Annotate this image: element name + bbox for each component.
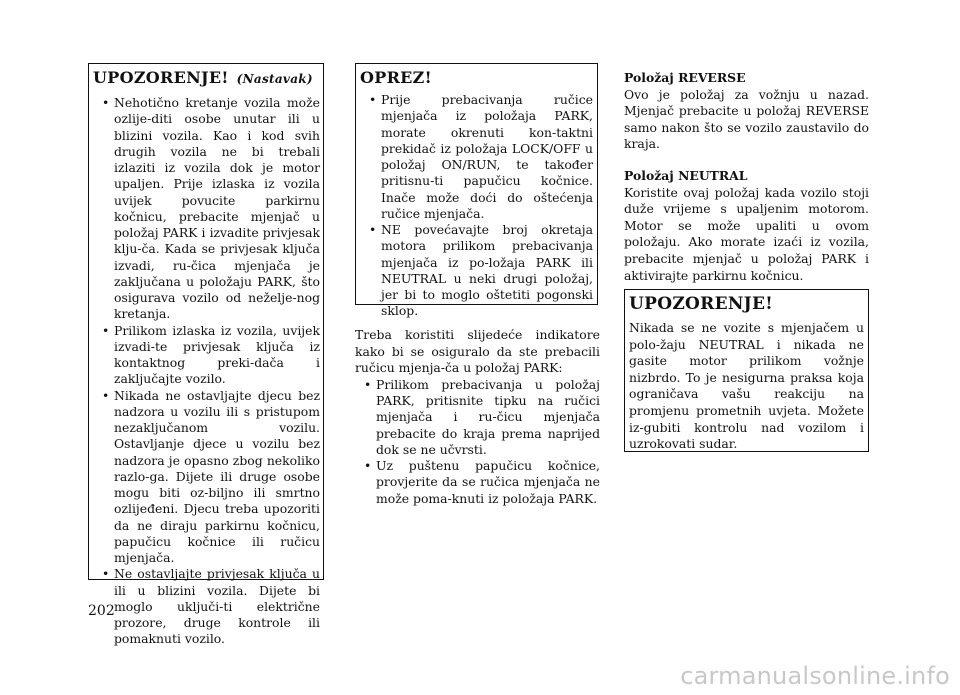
neutral-text: Koristite ovaj položaj kada vozilo stoji duže vrijeme s upaljenim motorom. Motor se može upaliti u ovom položaju. Ako morate izaći iz vozila, prebacite mjenjač u položaj PARK i aktivirajte parkirnu kočnicu.: [624, 184, 869, 283]
list-item: [360, 92, 593, 222]
reverse-heading: Položaj REVERSE: [624, 70, 746, 85]
list-item: [93, 566, 320, 647]
list-item-text: Nehotično kretanje vozila može ozlije-diti osobe unutar ili u blizini vozila. Kao i kod svih drugih vozila ne bi trebali izlaziti iz vozila dok je motor upaljen. Prije izlaska iz vozila uvijek povucite parkirnu kočnicu, prebacite mjenjač u položaj PARK i izvadite privjesak klju-ča. Kada se privjesak ključa izvadi, ru-čica mjenjača je zaključana u položaju PARK, što osigurava vozilo od neželje-nog kretanja.: [114, 95, 320, 322]
list-item-text: Prilikom prebacivanja u položaj PARK, pritisnite tipku na ručici mjenjača i ru-čicu mjenjača prebacite do kraja prema naprijed dok se ne učvrsti.: [376, 376, 600, 457]
caution-box: [355, 63, 598, 319]
bullet-icon: •: [102, 95, 110, 110]
park-indicators-section: [355, 327, 600, 507]
list-item-text: Nikada ne ostavljajte djecu bez nadzora u vozilu ili s pristupom nezaključanom vozilu. Ostavljanje djece u vozilu bez nadzora je opasno zbog nekoliko razlo-ga. Dijete ili druge osobe mogu biti oz-biljno ili smrtno ozlijeđeni. Djecu treba upozoriti da ne diraju parkirnu kočnicu, papučicu kočnice ili ručicu mjenjača.: [114, 387, 320, 565]
list-item: [93, 388, 320, 567]
warning-list: [93, 95, 320, 648]
continued-label: (Nastavak): [236, 72, 313, 86]
list-item: [355, 377, 600, 458]
warning-title-text: UPOZORENJE!: [93, 68, 229, 87]
gear-positions-section: [624, 70, 869, 299]
watermark: carmanualsonline.info: [680, 662, 950, 690]
bullet-icon: •: [369, 92, 377, 107]
list-item: [360, 222, 593, 320]
warning-box-neutral: [624, 289, 869, 452]
list-item-text: NE povećavajte broj okretaja motora prilikom prebacivanja mjenjača iz po-ložaja PARK ili NEUTRAL u neki drugi položaj, jer bi to moglo oštetiti pogonski sklop.: [381, 222, 593, 319]
warning-title: [93, 68, 320, 87]
list-item: [93, 323, 320, 388]
bullet-icon: •: [364, 458, 372, 474]
list-item-text: Prilikom izlaska iz vozila, uvijek izvadi-te privjesak ključa iz kontaktnog preki-dača i zaključajte vozilo.: [114, 322, 320, 387]
bullet-icon: •: [102, 387, 110, 403]
neutral-heading: Položaj NEUTRAL: [624, 167, 748, 183]
bullet-icon: •: [369, 222, 377, 237]
caution-title: OPREZ!: [360, 68, 432, 87]
reverse-text: Ovo je položaj za vožnju u nazad. Mjenjač prebacite u položaj REVERSE samo nakon što se vozilo zaustavilo do kraja.: [624, 86, 869, 152]
park-indicators-intro: Treba koristiti slijedeće indikatore kako bi se osiguralo da ste prebacili ručicu mjenja-ča u položaj PARK:: [355, 327, 600, 376]
list-item: [355, 458, 600, 507]
page-number: 202: [88, 603, 115, 619]
list-item-text: Ne ostavljajte privjesak ključa u ili u blizini vozila. Dijete bi moglo uključi-ti električne prozore, druge kontrole ili pomaknuti vozilo.: [114, 566, 320, 647]
list-item-text: Prije prebacivanja ručice mjenjača iz položaja PARK, morate okrenuti kon-taktni prekidač iz položaja LOCK/OFF u položaj ON/RUN, te također pritisnu-ti papučicu kočnice. Inače može doći do oštećenja ručice mjenjača.: [381, 92, 593, 221]
bullet-icon: •: [102, 566, 110, 582]
warning-neutral-text: Nikada se ne vozite s mjenjačem u polo-žaju NEUTRAL i nikada ne gasite motor prilikom vožnje nizbrdo. To je nesigurna praksa koja ograničava vašu reakciju na promjenu prometnih uvjeta. Možete iz-gubiti kontrolu nad vozilom i uzrokovati sudar.: [629, 320, 864, 452]
list-item: [93, 95, 320, 323]
caution-list: [360, 92, 593, 320]
bullet-icon: •: [102, 322, 110, 338]
warning-title: UPOZORENJE!: [629, 294, 774, 314]
park-indicators-list: [355, 377, 600, 507]
list-item-text: Uz puštenu papučicu kočnice, provjerite da se ručica mjenjača ne može poma-knuti iz položaja PARK.: [376, 458, 600, 506]
bullet-icon: •: [364, 376, 372, 392]
